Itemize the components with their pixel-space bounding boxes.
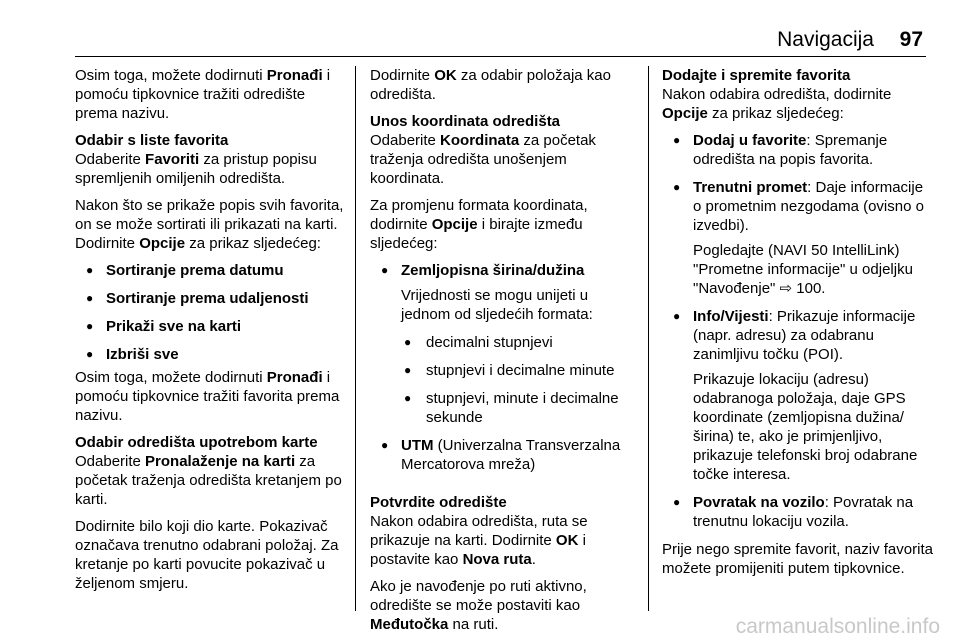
list-item: ● Zemljopisna širina/dužina Vrijednosti se mogu unijeti u jednom od sljedećih formata: bbox=[370, 261, 636, 324]
bullet-list bbox=[370, 261, 636, 324]
sub-list-item: ● stupnjevi i decimalne minute bbox=[370, 361, 636, 380]
paragraph: Odaberite Pronalaženje na karti za početak traženja odredišta kretanjem po karti. bbox=[75, 453, 342, 508]
bullet-list bbox=[75, 261, 347, 364]
page-number: 97 bbox=[899, 28, 923, 51]
list-item: ● Povratak na vozilo: Povratak na trenutnu lokaciju vozila. bbox=[662, 493, 934, 531]
column-right bbox=[662, 66, 934, 586]
paragraph: Ako je navođenje po ruti aktivno, odredište se može postaviti kao Međutočka na ruti. bbox=[370, 578, 587, 633]
section-heading: Unos koordinata odredišta bbox=[370, 113, 561, 130]
column-divider bbox=[355, 66, 356, 611]
paragraph: Odaberite Koordinata za početak traženja odredišta unošenjem koordinata. bbox=[370, 132, 596, 187]
paragraph: Dodirnite bilo koji dio karte. Pokazivač označava trenutno odabrani položaj. Za kretanje po karti povucite pokazivač u željenom smjeru. bbox=[75, 518, 339, 592]
list-item-note: Pogledajte (NAVI 50 IntelliLink) "Prometne informacije" u odjeljku "Navođenje" ⇨ 100. bbox=[693, 242, 913, 297]
list-item: ● Izbriši sve bbox=[75, 345, 347, 364]
column-divider bbox=[648, 66, 649, 611]
list-item: ● Dodaj u favorite: Spremanje odredišta na popis favorita. bbox=[662, 131, 934, 169]
section-heading: Odabir odredišta upotrebom karte bbox=[75, 434, 318, 451]
page-header bbox=[0, 0, 960, 60]
column-middle bbox=[370, 66, 636, 642]
paragraph: Osim toga, možete dodirnuti Pronađi i pomoću tipkovnice tražiti odredište prema nazivu. bbox=[75, 67, 331, 122]
sub-list-item: ● decimalni stupnjevi bbox=[370, 333, 636, 352]
list-item: ● UTM (Univerzalna Transverzalna Mercatorova mreža) bbox=[370, 436, 636, 474]
list-item: ● Trenutni promet: Daje informacije o prometnim nezgodama (ovisno o izvedbi). Pogledajte (NAVI 50 IntelliLink) "Prometne informacije" u odjeljku "Navođenje" ⇨ 100. bbox=[662, 178, 934, 298]
paragraph: Dodirnite OK za odabir položaja kao odredišta. bbox=[370, 67, 611, 103]
section-heading: Odabir s liste favorita bbox=[75, 132, 229, 149]
list-item: ● Info/Vijesti: Prikazuje informacije (napr. adresu) za odabranu zanimljivu točku (POI). Prikazuje lokaciju (adresu) odabranoga položaja, daje GPS koordinate (zemljopisna dužina/ širina) te, ako je primjenljivo, prikazuje telefonski broj odabrane točke interesa. bbox=[662, 307, 934, 484]
list-item: ● Prikaži sve na karti bbox=[75, 317, 347, 336]
column-left bbox=[75, 66, 347, 601]
paragraph: Osim toga, možete dodirnuti Pronađi i pomoću tipkovnice tražiti favorita prema nazivu. bbox=[75, 369, 340, 424]
paragraph: Odaberite Favoriti za pristup popisu spremljenih omiljenih odredišta. bbox=[75, 151, 317, 187]
list-item: ● Sortiranje prema udaljenosti bbox=[75, 289, 347, 308]
list-item: ● Sortiranje prema datumu bbox=[75, 261, 347, 280]
paragraph: Prije nego spremite favorit, naziv favorita možete promijeniti putem tipkovnice. bbox=[662, 541, 933, 577]
paragraph: Nakon odabira odredišta, dodirnite Opcije za prikaz sljedećeg: bbox=[662, 86, 892, 122]
list-item-note: Prikazuje lokaciju (adresu) odabranoga položaja, daje GPS koordinate (zemljopisna dužina/ širina) te, ako je primjenljivo, prikazuje telefonski broj odabrane točke interesa. bbox=[693, 371, 918, 483]
page-title: Navigacija bbox=[777, 28, 874, 51]
paragraph: Za promjenu formata koordinata, dodirnite Opcije i birajte između sljedećeg: bbox=[370, 197, 588, 252]
section-heading: Potvrdite odredište bbox=[370, 494, 507, 511]
sub-list-item: ● stupnjevi, minute i decimalne sekunde bbox=[370, 389, 636, 427]
section-heading: Dodajte i spremite favorita bbox=[662, 67, 851, 84]
bullet-list bbox=[662, 131, 934, 531]
paragraph: Nakon što se prikaže popis svih favorita, on se može sortirati ili prikazati na karti. Dodirnite Opcije za prikaz sljedećeg: bbox=[75, 197, 344, 252]
paragraph: Nakon odabira odredišta, ruta se prikazuje na karti. Dodirnite OK i postavite kao Nova ruta. bbox=[370, 513, 588, 568]
bullet-list bbox=[370, 436, 636, 474]
header-rule bbox=[75, 56, 926, 57]
watermark: carmanualsonline.info bbox=[735, 615, 940, 638]
sub-bullet-list bbox=[370, 333, 636, 427]
list-item-text: Vrijednosti se mogu unijeti u jednom od sljedećih formata: bbox=[401, 287, 593, 323]
